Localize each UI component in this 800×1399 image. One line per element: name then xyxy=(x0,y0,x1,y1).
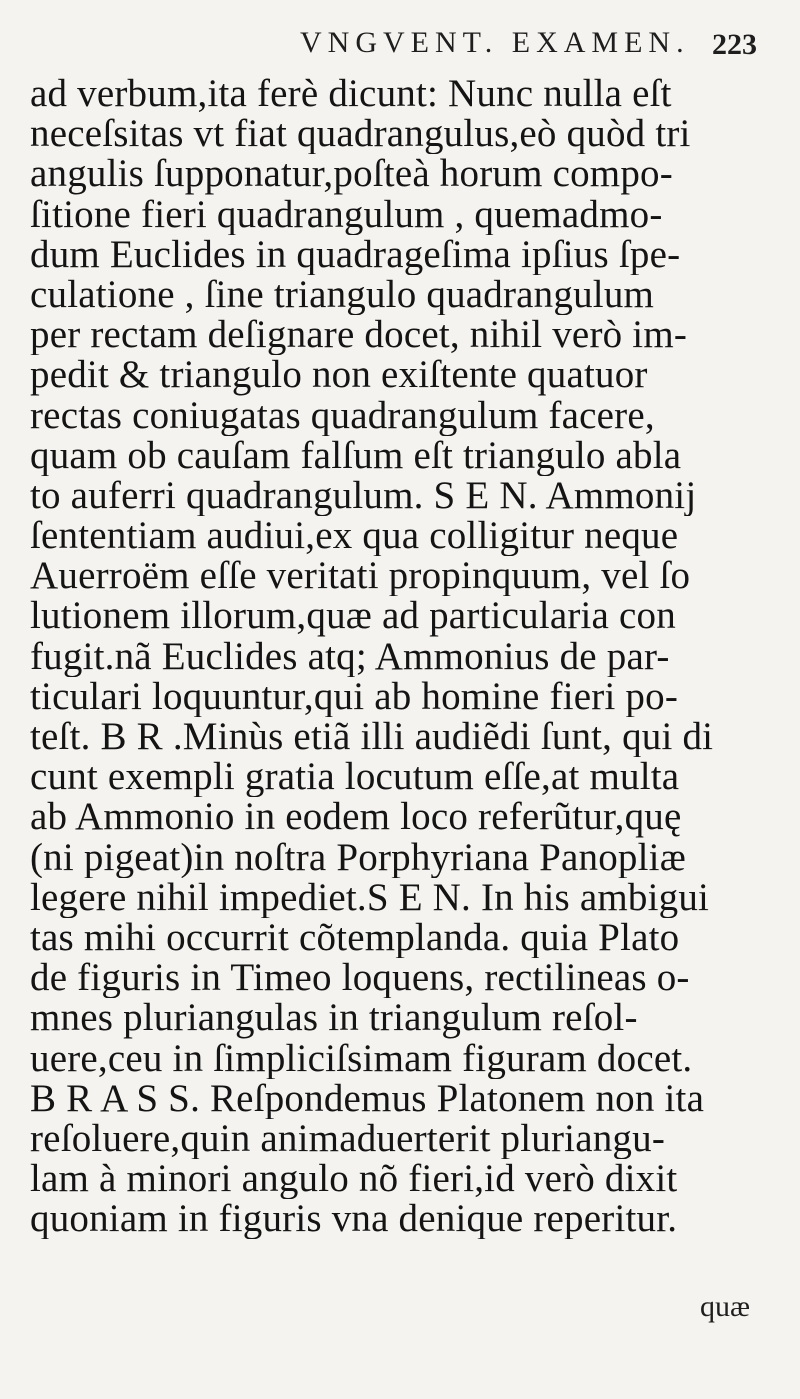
running-head xyxy=(0,18,800,70)
text-line: rectas coniugatas quadrangulum facere, xyxy=(30,395,655,436)
text-line: quam ob cauſam falſum eſt triangulo abla xyxy=(30,435,682,476)
text-line: culatione , ſine triangulo quadrangulum xyxy=(30,274,655,316)
text-line: uere,ceu in ſimpliciſsimam figuram docet. xyxy=(30,1038,693,1079)
text-line: pedit & triangulo non exiſtente quatuor xyxy=(30,355,648,396)
text-line: to auferri quadrangulum. S E N. Ammonij xyxy=(30,475,697,517)
text-line: B R A S S. Reſpondemus Platonem non ita xyxy=(30,1078,705,1119)
text-line: quoniam in figuris vna denique reperitur. xyxy=(30,1199,678,1240)
text-line: reſoluere,quin animaduerterit pluriangu- xyxy=(30,1118,666,1160)
text-line: dum Euclides in quadrageſima ipſius ſpe- xyxy=(30,234,681,275)
text-line: ad verbum,ita ferè dicunt: Nunc nulla eſt xyxy=(30,74,672,115)
text-line: lutionem illorum,quæ ad particularia con xyxy=(30,596,676,637)
text-line: per rectam deſignare docet, nihil verò im- xyxy=(30,315,688,356)
text-line: neceſsitas vt fiat quadrangulus,eò quòd tri xyxy=(30,114,691,155)
text-line: (ni pigeat)in noſtra Porphyriana Panopliæ xyxy=(30,837,686,878)
text-line: ticulari loquuntur,qui ab homine fieri po- xyxy=(30,676,679,717)
text-line: ſitione fieri quadrangulum , quemadmo- xyxy=(30,194,663,235)
text-line: lam à minori angulo nõ fieri,id verò dixit xyxy=(30,1159,678,1200)
text-line: Auerroëm eſſe veritati propinquum, vel ſo xyxy=(30,556,691,597)
text-line: angulis ſupponatur,poſteà horum compo- xyxy=(30,154,673,195)
text-line: teſt. B R .Minùs etiã illi audiẽdi ſunt, qui di xyxy=(30,717,714,758)
text-line: tas mihi occurrit cõtemplanda. quia Plato xyxy=(30,917,680,959)
text-line: de figuris in Timeo loquens, rectilineas o- xyxy=(30,958,690,999)
text-line: fugit.nã Euclides atq; Ammonius de par- xyxy=(30,636,670,677)
catchword: quæ xyxy=(700,1290,751,1323)
text-line: ſententiam audiui,ex qua colligitur neque xyxy=(30,516,679,557)
text-line: cunt exempli gratia locutum eſſe,at multa xyxy=(30,757,680,798)
text-line: ab Ammonio in eodem loco referũtur,quę xyxy=(30,797,682,838)
body-text xyxy=(30,74,790,1239)
text-line: mnes pluriangulas in triangulum reſol- xyxy=(30,998,638,1039)
page-number: 223 xyxy=(712,28,757,61)
text-line: legere nihil impediet.S E N. In his ambigui xyxy=(30,877,710,918)
running-title: VNGVENT. EXAMEN. xyxy=(300,26,690,59)
